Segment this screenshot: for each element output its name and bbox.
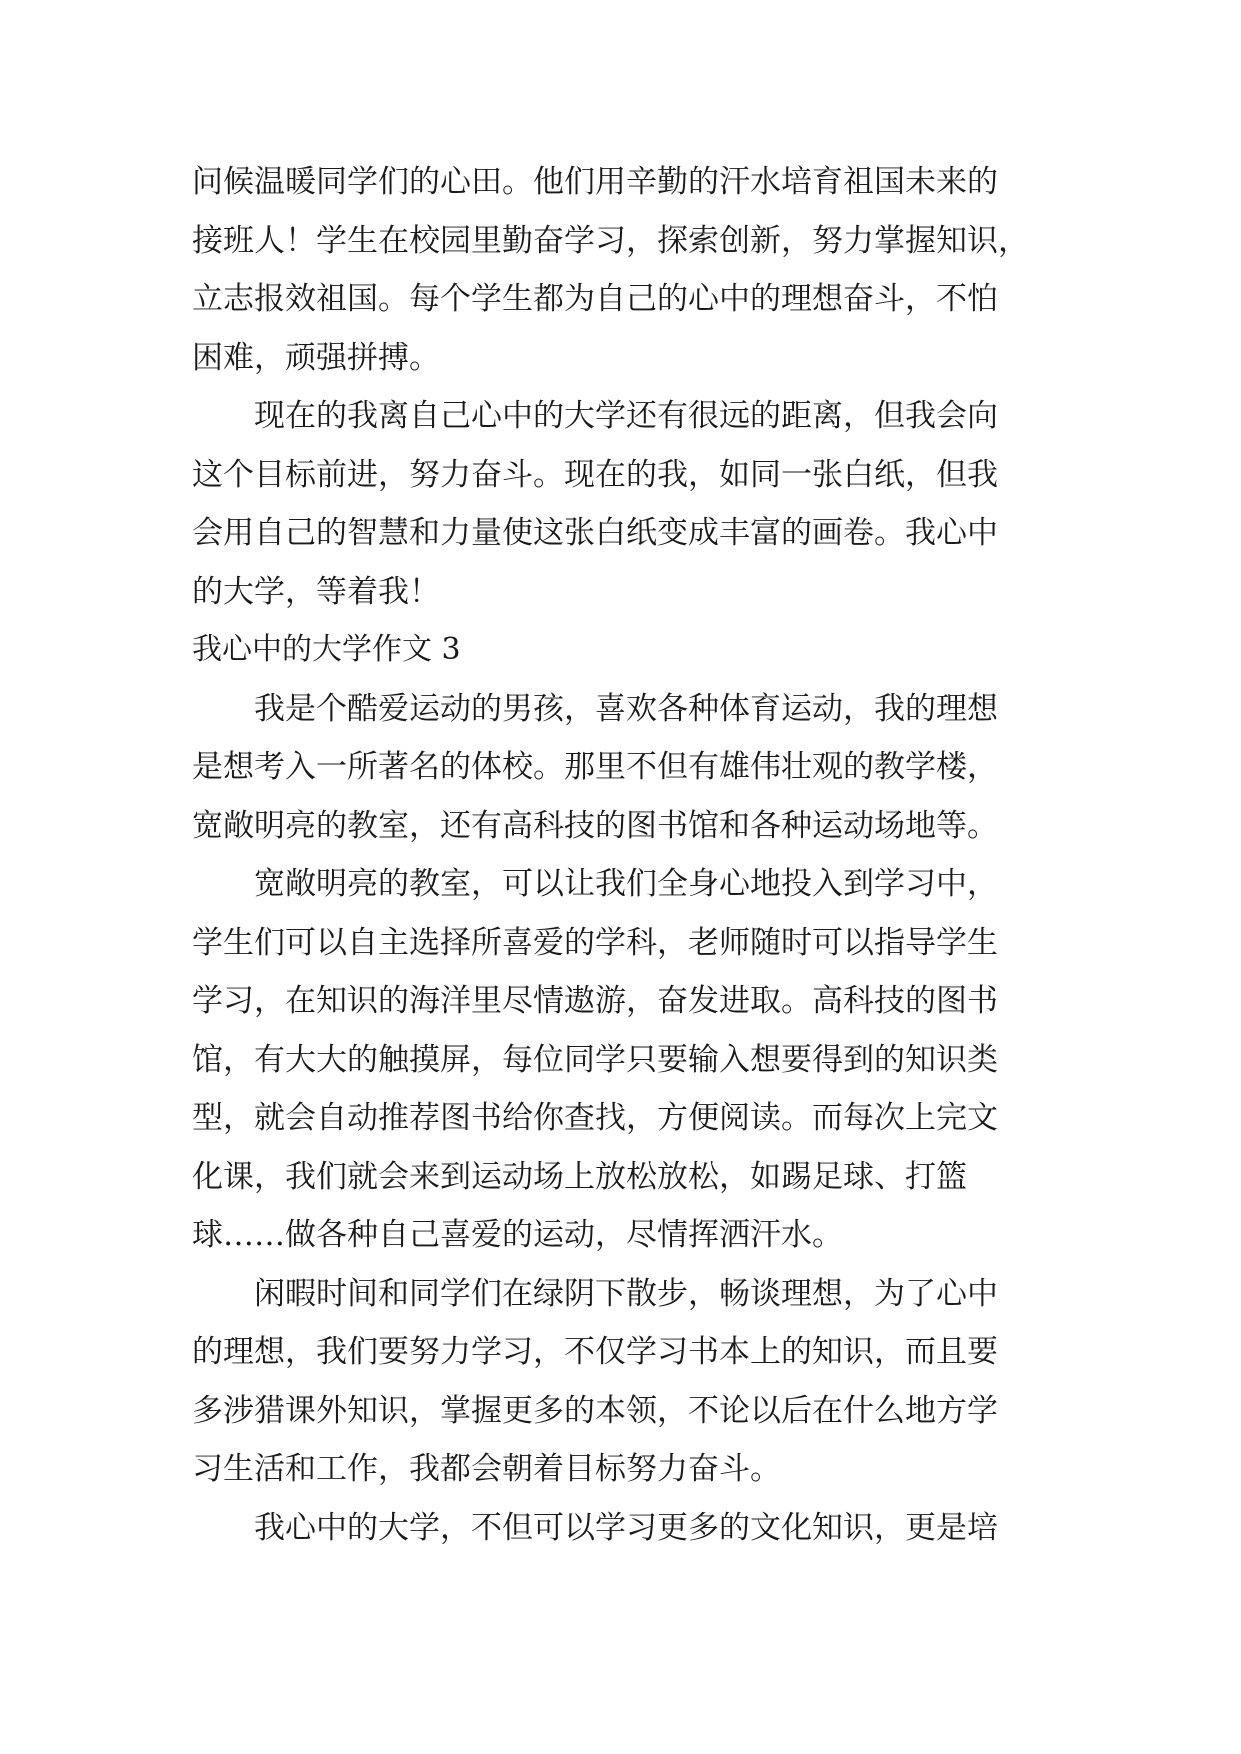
paragraph: 我是个酷爱运动的男孩，喜欢各种体育运动，我的理想 是想考入一所著名的体校。那里不但有雄伟壮观的教学楼， 宽敞明亮的教室，还有高科技的图书馆和各种运动场地等。 xyxy=(192,690,998,844)
paragraph: 现在的我离自己心中的大学还有很远的距离，但我会向 这个目标前进，努力奋斗。现在的我，如同一张白纸，但我 会用自己的智慧和力量使这张白纸变成丰富的画卷。我心中 的大学，等着我！ xyxy=(192,398,998,610)
paragraph: 我心中的大学，不但可以学习更多的文化知识，更是培 xyxy=(254,1509,998,1546)
paragraph: 宽敞明亮的教室，可以让我们全身心地投入到学习中， 学生们可以自主选择所喜爱的学科，老师随时可以指导学生 学习，在知识的海洋里尽情遨游，奋发进取。高科技的图书 馆，有大大的触摸屏，每位同学只要输入想要得到的知识类 型，就会自动推荐图书给你查找，方便阅读。而每次上完文 化课，我们就会来到运动场上放松放松，如踢足球、打篮 球……做各种自己喜爱的运动，尽情挥洒汗水。 xyxy=(192,866,998,1253)
document-body xyxy=(192,153,1072,1557)
paragraph: 闲暇时间和同学们在绿阴下散步，畅谈理想，为了心中 的理想，我们要努力学习，不仅学习书本上的知识，而且要 多涉猎课外知识，掌握更多的本领，不论以后在什么地方学 习生活和工作，我都会朝着目标努力奋斗。 xyxy=(192,1275,998,1487)
paragraph-continuation: 问候温暖同学们的心田。他们用辛勤的汗水培育祖国未来的 接班人！学生在校园里勤奋学习，探索创新，努力掌握知识， 立志报效祖国。每个学生都为自己的心中的理想奋斗，不怕 困难，顽强拼搏。 xyxy=(192,164,1029,376)
section-heading: 我心中的大学作文 3 xyxy=(192,632,461,667)
